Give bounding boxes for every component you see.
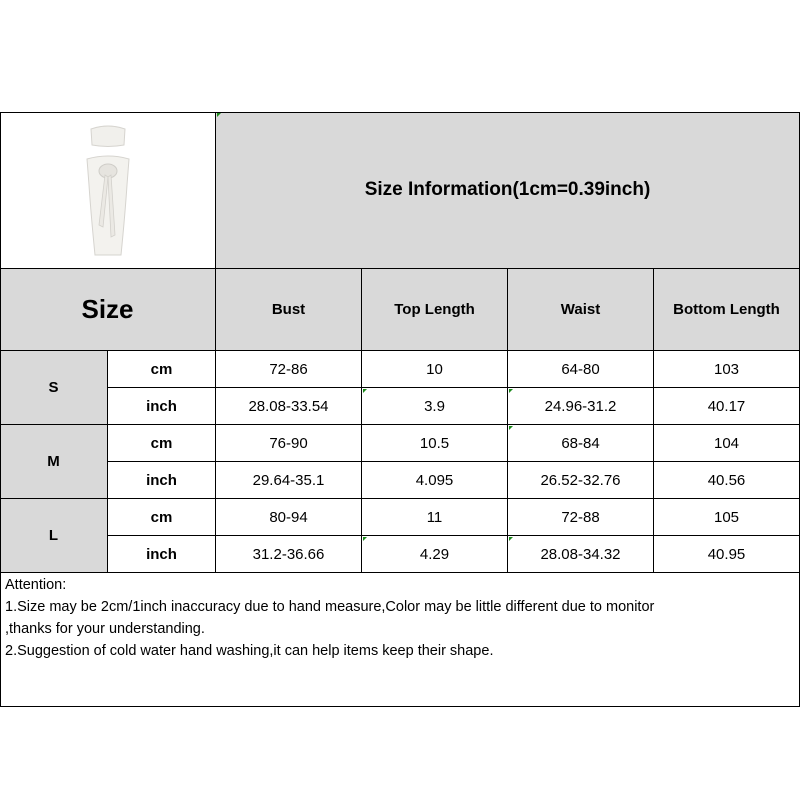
value-cell: [216, 425, 362, 462]
value-cell: [508, 351, 654, 388]
value-cell: [508, 536, 654, 573]
value: 104: [713, 434, 740, 452]
value: 40.56: [707, 471, 746, 489]
value: 29.64-35.1: [252, 471, 325, 489]
unit-label: inch: [146, 545, 177, 563]
value: 10: [426, 360, 443, 378]
value: 40.17: [707, 397, 746, 415]
cell-marker: [363, 389, 367, 393]
unit-label: cm: [150, 360, 173, 378]
attention-line-2: 2.Suggestion of cold water hand washing,it can help items keep their shape.: [5, 643, 494, 659]
value: 72-86: [269, 360, 308, 378]
value: 31.2-36.66: [252, 545, 325, 563]
column-header-label: Bust: [271, 301, 306, 318]
value-cell: [654, 462, 800, 499]
value: 103: [713, 360, 740, 378]
size-info-title: Size Information(1cm=0.39inch): [364, 179, 651, 200]
product-image-cell: [0, 112, 216, 269]
value-cell: [216, 462, 362, 499]
value-cell: [216, 536, 362, 573]
value: 76-90: [269, 434, 308, 452]
cell-marker: [509, 426, 513, 430]
value: 40.95: [707, 545, 746, 563]
column-header-waist: [508, 269, 654, 351]
value-cell: [654, 425, 800, 462]
value: 28.08-34.32: [540, 545, 621, 563]
value-cell: [654, 351, 800, 388]
unit-cell: [108, 351, 216, 388]
value-cell: [508, 462, 654, 499]
unit-label: cm: [150, 434, 173, 452]
unit-cell: [108, 499, 216, 536]
value-cell: [362, 425, 508, 462]
attention-notes: [0, 572, 800, 707]
value: 4.095: [415, 471, 454, 489]
column-header-bust: [216, 269, 362, 351]
cell-marker: [363, 537, 367, 541]
unit-cell: [108, 425, 216, 462]
value-cell: [508, 388, 654, 425]
value: 4.29: [419, 545, 450, 563]
value: 105: [713, 508, 740, 526]
column-header-bottom-length: [654, 269, 800, 351]
cell-marker: [217, 113, 221, 117]
column-header-top-length: [362, 269, 508, 351]
value-cell: [362, 388, 508, 425]
value: 72-88: [561, 508, 600, 526]
value-cell: [362, 351, 508, 388]
cell-marker: [509, 389, 513, 393]
size-info-title-cell: [216, 112, 800, 269]
value-cell: [508, 499, 654, 536]
value: 3.9: [424, 397, 445, 415]
value: 24.96-31.2: [544, 397, 617, 415]
unit-label: inch: [146, 471, 177, 489]
value-cell: [654, 536, 800, 573]
value-cell: [508, 425, 654, 462]
value: 64-80: [561, 360, 600, 378]
unit-cell: [108, 388, 216, 425]
size-header-cell: [0, 269, 216, 351]
product-image: [29, 115, 187, 265]
value: 28.08-33.54: [248, 397, 329, 415]
value-cell: [362, 536, 508, 573]
size-label-m: [0, 425, 108, 499]
cell-marker: [509, 537, 513, 541]
column-header-label: Waist: [560, 301, 601, 318]
unit-label: inch: [146, 397, 177, 415]
attention-line-1-continued: ,thanks for your understanding.: [5, 621, 205, 637]
value-cell: [654, 388, 800, 425]
column-header-label: Bottom Length: [673, 301, 780, 318]
size-letter: S: [48, 379, 59, 396]
size-letter: M: [47, 453, 60, 470]
size-label-s: [0, 351, 108, 425]
value: 11: [426, 508, 443, 526]
attention-heading: Attention:: [5, 577, 67, 593]
value: 10.5: [419, 434, 450, 452]
value-cell: [362, 499, 508, 536]
unit-cell: [108, 536, 216, 573]
value-cell: [216, 388, 362, 425]
size-header: Size: [81, 294, 134, 324]
value-cell: [216, 351, 362, 388]
value-cell: [654, 499, 800, 536]
value: 68-84: [561, 434, 600, 452]
unit-label: cm: [150, 508, 173, 526]
value-cell: [362, 462, 508, 499]
unit-cell: [108, 462, 216, 499]
attention-line-1: 1.Size may be 2cm/1inch inaccuracy due to hand measure,Color may be little different due to monitor: [5, 599, 655, 615]
size-letter: L: [48, 527, 59, 544]
value: 26.52-32.76: [540, 471, 621, 489]
column-header-label: Top Length: [394, 301, 475, 318]
value-cell: [216, 499, 362, 536]
size-label-l: [0, 499, 108, 573]
value: 80-94: [269, 508, 308, 526]
